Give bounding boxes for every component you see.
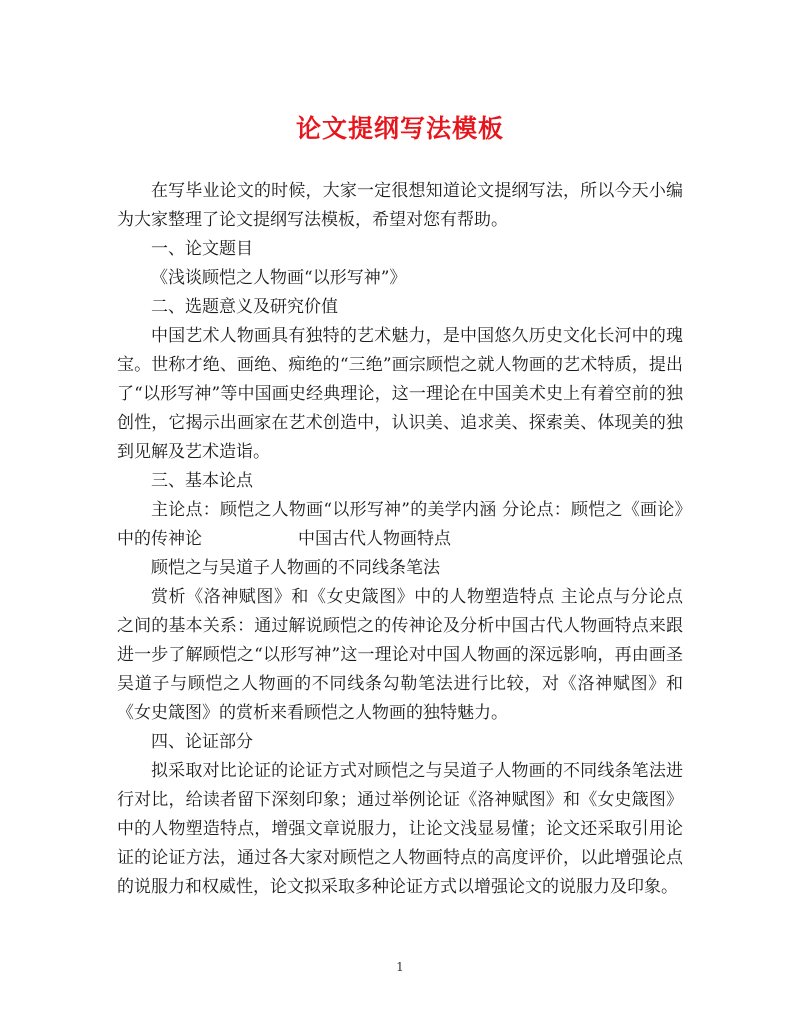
document-body [117,177,683,902]
arguments-line-1-sub: 中国古代人物画特点 [298,529,451,549]
significance-paragraph: 中国艺术人物画具有独特的艺术魅力，是中国悠久历史文化长河中的瑰宝。世称才绝、画绝、痴绝的“三绝”画宗顾恺之就人物画的艺术特质，提出了“以形写神”等中国画史经典理论，这一理论在中国美术史上有着空前的独创性，它揭示出画家在艺术创造中，认识美、追求美、探索美、体现美的独到见解及艺术造诣。 [117,326,683,462]
section-heading-argumentation: 四、论证部分 [151,732,253,752]
arguments-line-2: 顾恺之与吴道子人物画的不同线条笔法 [151,558,440,578]
argumentation-paragraph: 拟采取对比论证的论证方式对顾恺之与吴道子人物画的不同线条笔法进行对比，给读者留下深刻印象；通过举例论证《洛神赋图》和《女史箴图》中的人物塑造特点，增强文章说服力，让论文浅显易懂；论文还采取引用论证的论证方法，通过各大家对顾恺之人物画特点的高度评价，以此增强论点的说服力和权威性，论文拟采取多种论证方式以增强论文的说服力及印象。 [117,761,683,897]
arguments-paragraph: 赏析《洛神赋图》和《女史箴图》中的人物塑造特点 主论点与分论点之间的基本关系：通过解说顾恺之的传神论及分析中国古代人物画特点来跟进一步了解顾恺之“以形写神”这一理论对中国人物画的深远影响，再由画圣吴道子与顾恺之人物画的不同线条勾勒笔法进行比较，对《洛神赋图》和《女史箴图》的赏析来看顾恺之人物画的独特魅力。 [117,587,683,723]
section-heading-title: 一、论文题目 [151,239,253,259]
section-heading-significance: 二、选题意义及研究价值 [151,297,338,317]
intro-paragraph: 在写毕业论文的时候，大家一定很想知道论文提纲写法，所以今天小编为大家整理了论文提纲写法模板，希望对您有帮助。 [117,181,683,230]
arguments-line-1-main: 主论点：顾恺之人物画“以形写神”的美学内涵 分论点：顾恺之《画论》中的传神论 [117,500,683,549]
arguments-line-1 [117,496,683,554]
document-title: 论文提纲写法模板 [295,114,504,143]
page-number: 1 [396,960,404,974]
section-heading-arguments: 三、基本论点 [151,471,253,491]
thesis-title-text: 《浅谈顾恺之人物画“以形写神”》 [151,268,407,288]
